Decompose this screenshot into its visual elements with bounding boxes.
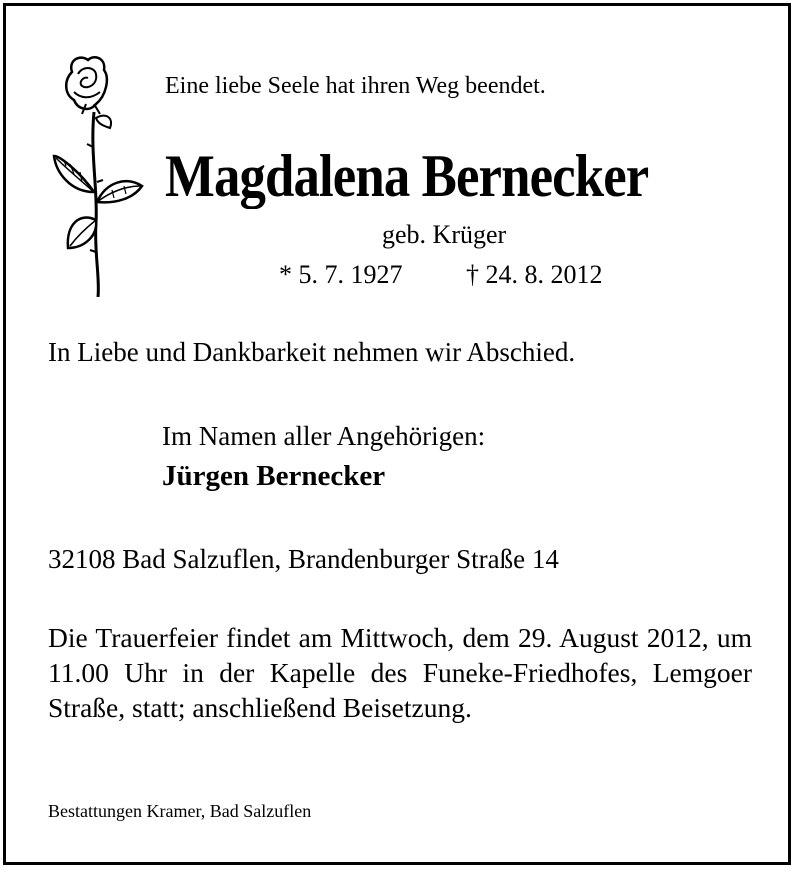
service-details: Die Trauerfeier findet am Mittwoch, dem 29. August 2012, um 11.00 Uhr in der Kapelle des Funeke-Friedhofes, Lemgoer Straße, statt; anschließend Beisetzung. [48,622,752,723]
rose-icon [50,52,145,300]
maiden-name: geb. Krüger [382,220,507,249]
signer-name: Jürgen Bernecker [162,460,386,492]
birth-date: * 5. 7. 1927 [279,260,403,289]
death-date: † 24. 8. 2012 [466,260,603,289]
farewell-text: In Liebe und Dankbarkeit nehmen wir Abschied. [48,337,576,367]
deceased-name: Magdalena Bernecker [165,143,649,209]
intro-line: Eine liebe Seele hat ihren Weg beendet. [165,73,546,99]
family-address: 32108 Bad Salzuflen, Brandenburger Straße 14 [48,544,559,574]
on-behalf-label: Im Namen aller Angehörigen: [162,421,486,451]
undertaker-credit: Bestattungen Kramer, Bad Salzuflen [48,801,312,821]
